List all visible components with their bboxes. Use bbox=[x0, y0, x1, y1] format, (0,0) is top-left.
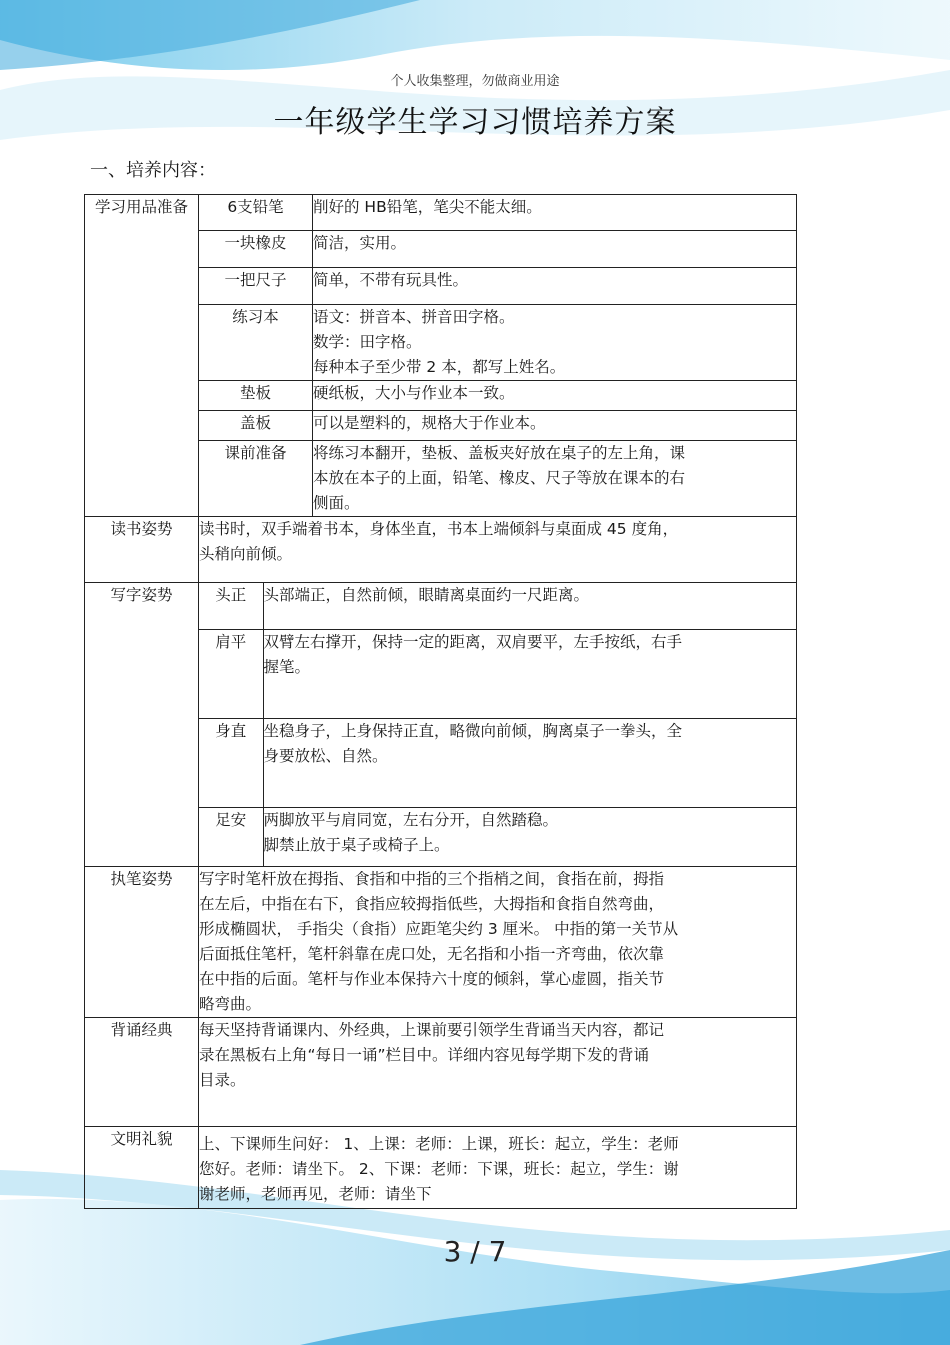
item-desc: 坐稳身子，上身保持正直，略微向前倾，胸离桌子一拳头，全 身要放松、自然。 bbox=[263, 718, 796, 807]
section-heading: 一、培养内容： bbox=[90, 160, 216, 181]
item-name: 垫板 bbox=[199, 381, 313, 411]
item-name: 一块橡皮 bbox=[199, 231, 313, 268]
item-desc: 头部端正，自然前倾，眼睛离桌面约一尺距离。 bbox=[263, 583, 796, 629]
item-name: 足安 bbox=[199, 807, 263, 866]
item-desc: 简单，不带有玩具性。 bbox=[313, 268, 797, 305]
table-row bbox=[85, 583, 797, 867]
item-desc: 语文：拼音本、拼音田字格。 数学：田字格。 每种本子至少带 2 本，都写上姓名。 bbox=[313, 305, 797, 381]
page-title: 一年级学生学习习惯培养方案 bbox=[273, 105, 677, 140]
item-name: 身直 bbox=[199, 718, 263, 807]
item-name: 6支铅笔 bbox=[199, 195, 313, 231]
item-desc: 将练习本翻开，垫板、盖板夹好放在桌子的左上角，课 本放在本子的上面，铅笔、橡皮、尺子等放在课本的右 侧面。 bbox=[313, 441, 797, 517]
table-row bbox=[199, 583, 796, 629]
item-name: 练习本 bbox=[199, 305, 313, 381]
item-name: 课前准备 bbox=[199, 441, 313, 517]
item-desc: 简洁，实用。 bbox=[313, 231, 797, 268]
item-desc: 两脚放平与肩同宽，左右分开，自然踏稳。 脚禁止放于桌子或椅子上。 bbox=[263, 807, 796, 866]
table-row bbox=[85, 517, 797, 583]
item-name: 一把尺子 bbox=[199, 268, 313, 305]
manners-desc: 上、下课师生问好： 1、上课：老师：上课，班长：起立，学生：老师 您好。老师：请坐下。 2、下课：老师：下课，班长：起立，学生：谢 谢老师，老师再见，老师：请坐下 bbox=[199, 1127, 797, 1209]
item-desc: 削好的 HB铅笔，笔尖不能太细。 bbox=[313, 195, 797, 231]
document-note: 个人收集整理，勿做商业用途 bbox=[390, 74, 560, 89]
table-row bbox=[85, 1127, 797, 1209]
category-manners: 文明礼貌 bbox=[85, 1127, 199, 1209]
table-row bbox=[85, 195, 797, 231]
table-row bbox=[199, 807, 796, 866]
reading-desc: 读书时，双手端着书本，身体坐直，书本上端倾斜与桌面成 45 度角， 头稍向前倾。 bbox=[199, 517, 797, 583]
item-desc: 双臂左右撑开，保持一定的距离，双肩要平，左手按纸，右手 握笔。 bbox=[263, 629, 796, 718]
category-reading: 读书姿势 bbox=[85, 517, 199, 583]
category-supplies: 学习用品准备 bbox=[85, 195, 199, 517]
pen-desc: 写字时笔杆放在拇指、食指和中指的三个指梢之间，食指在前，拇指 在左后，中指在右下，食指应较拇指低些，大拇指和食指自然弯曲， 形成椭圆状， 手指尖（食指）应距笔尖约 3 厘米。 中指的第一关节从 后面抵住笔杆，笔杆斜靠在虎口处，无名指和小指一齐弯曲，依次靠 在中指的后面。笔杆与作业本保持六十度的倾斜，掌心虚圆，指关节 略弯曲。 bbox=[199, 867, 797, 1018]
table-row bbox=[85, 1018, 797, 1127]
category-recite: 背诵经典 bbox=[85, 1018, 199, 1127]
table-row bbox=[199, 718, 796, 807]
item-desc: 可以是塑料的，规格大于作业本。 bbox=[313, 411, 797, 441]
category-pen-grip: 执笔姿势 bbox=[85, 867, 199, 1018]
recite-desc: 每天坚持背诵课内、外经典，上课前要引领学生背诵当天内容，都记 录在黑板右上角“每日一诵”栏目中。详细内容见每学期下发的背诵 目录。 bbox=[199, 1018, 797, 1127]
category-writing: 写字姿势 bbox=[85, 583, 199, 867]
item-name: 头正 bbox=[199, 583, 263, 629]
item-desc: 硬纸板，大小与作业本一致。 bbox=[313, 381, 797, 411]
table-row bbox=[85, 867, 797, 1018]
habit-plan-table bbox=[84, 194, 796, 1209]
page-number: 3 / 7 bbox=[443, 1235, 507, 1268]
item-name: 肩平 bbox=[199, 629, 263, 718]
item-name: 盖板 bbox=[199, 411, 313, 441]
table-row bbox=[199, 629, 796, 718]
